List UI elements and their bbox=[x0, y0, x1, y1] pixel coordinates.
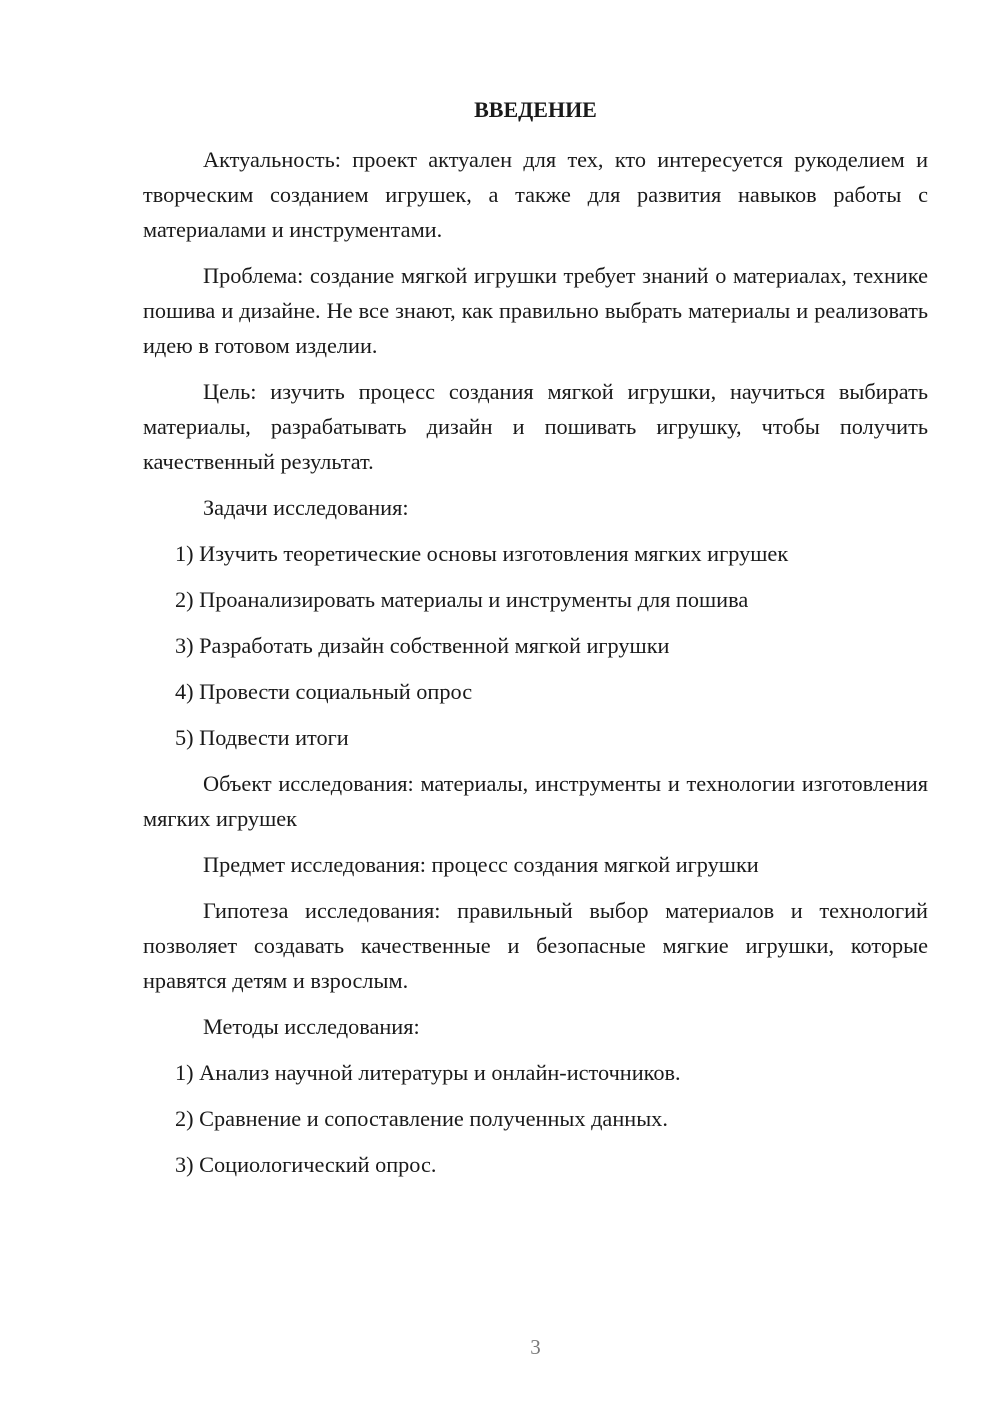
problem-paragraph: Проблема: создание мягкой игрушки требует знаний о материалах, технике пошива и дизайне. Не все знают, как правильно выбрать материалы и реализовать идею в готовом изделии. bbox=[143, 263, 928, 358]
list-item: 3) Социологический опрос. bbox=[175, 1152, 437, 1177]
list-item: 3) Разработать дизайн собственной мягкой игрушки bbox=[175, 633, 670, 658]
object-paragraph: Объект исследования: материалы, инструменты и технологии изготовления мягких игрушек bbox=[143, 771, 928, 831]
tasks-heading: Задачи исследования: bbox=[203, 495, 409, 520]
methods-list bbox=[143, 1055, 928, 1182]
methods-heading: Методы исследования: bbox=[203, 1014, 420, 1039]
page-number: 3 bbox=[530, 1335, 541, 1359]
hypothesis-paragraph: Гипотеза исследования: правильный выбор материалов и технологий позволяет создавать качественные и безопасные мягкие игрушки, которые нравятся детям и взрослым. bbox=[143, 898, 928, 993]
document-body bbox=[143, 142, 928, 1193]
list-item: 1) Изучить теоретические основы изготовления мягких игрушек bbox=[175, 541, 789, 566]
page-title: ВВЕДЕНИЕ bbox=[474, 97, 597, 122]
list-item: 4) Провести социальный опрос bbox=[175, 679, 473, 704]
relevance-paragraph: Актуальность: проект актуален для тех, кто интересуется рукоделием и творческим созданием игрушек, а также для развития навыков работы с материалами и инструментами. bbox=[143, 147, 928, 242]
list-item: 1) Анализ научной литературы и онлайн-источников. bbox=[175, 1060, 681, 1085]
tasks-list bbox=[143, 536, 928, 755]
document-page bbox=[143, 0, 928, 1414]
list-item: 2) Сравнение и сопоставление полученных данных. bbox=[175, 1106, 668, 1131]
goal-paragraph: Цель: изучить процесс создания мягкой игрушки, научиться выбирать материалы, разрабатывать дизайн и пошивать игрушку, чтобы получить качественный результат. bbox=[143, 379, 928, 474]
list-item: 5) Подвести итоги bbox=[175, 725, 349, 750]
subject-paragraph: Предмет исследования: процесс создания мягкой игрушки bbox=[203, 852, 759, 877]
list-item: 2) Проанализировать материалы и инструменты для пошива bbox=[175, 587, 749, 612]
